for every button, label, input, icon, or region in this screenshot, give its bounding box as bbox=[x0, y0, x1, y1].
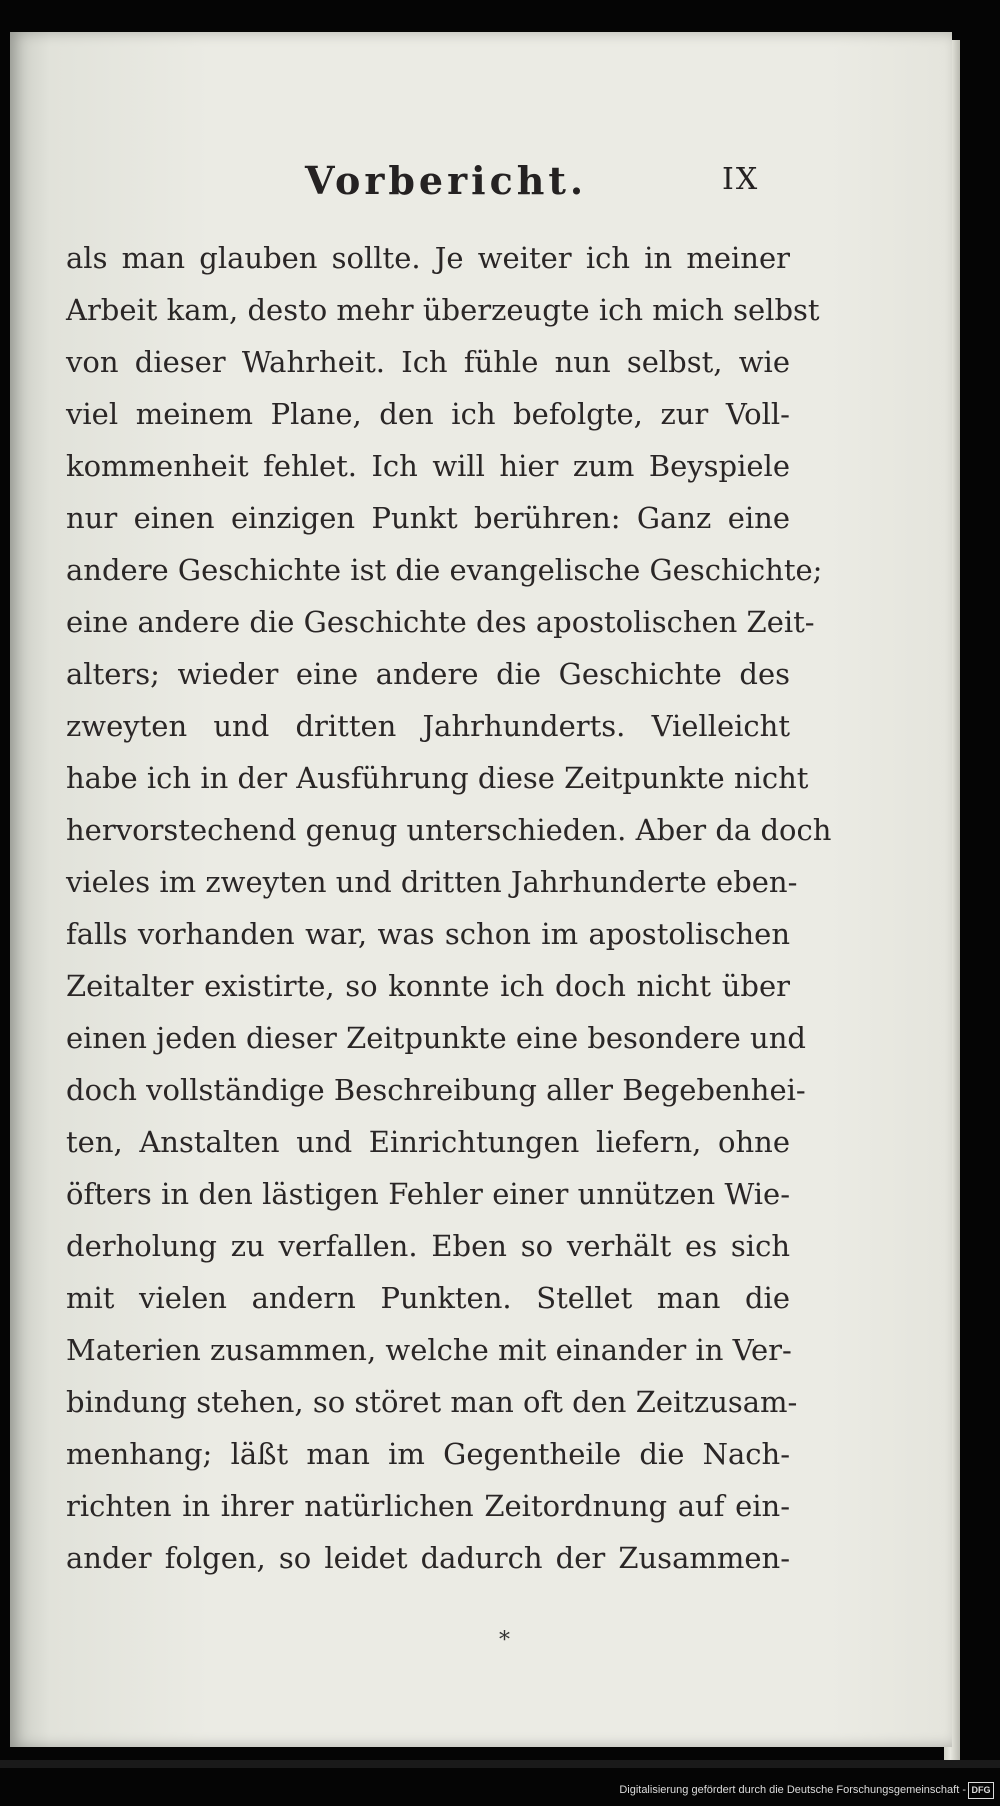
running-head bbox=[0, 158, 1000, 218]
text-line: mit vielen andern Punkten. Stellet man die bbox=[66, 1281, 790, 1315]
text-line: falls vorhanden war, was schon im apostolischen bbox=[66, 917, 790, 951]
text-line: Arbeit kam, desto mehr überzeugte ich mich selbst bbox=[66, 293, 820, 327]
text-line: viel meinem Plane, den ich befolgte, zur Voll- bbox=[66, 397, 790, 431]
signature-mark: * bbox=[499, 1628, 510, 1653]
dfg-logo: DFG bbox=[968, 1782, 994, 1799]
text-line: habe ich in der Ausführung diese Zeitpunkte nicht bbox=[66, 761, 809, 795]
text-line: eine andere die Geschichte des apostolischen Zeit- bbox=[66, 605, 815, 639]
text-line: vieles im zweyten und dritten Jahrhunderte eben- bbox=[66, 865, 798, 899]
text-line: hervorstechend genug unterschieden. Aber da doch bbox=[66, 813, 832, 847]
text-line: richten in ihrer natürlichen Zeitordnung auf ein- bbox=[66, 1489, 790, 1523]
scanner-strip bbox=[0, 1760, 1000, 1768]
text-line: einen jeden dieser Zeitpunkte eine besondere und bbox=[66, 1021, 806, 1055]
text-line: zweyten und dritten Jahrhunderts. Vielleicht bbox=[66, 709, 790, 743]
text-line: ander folgen, so leidet dadurch der Zusammen- bbox=[66, 1541, 790, 1575]
body-text bbox=[66, 232, 832, 1584]
text-line: nur einen einzigen Punkt berühren: Ganz eine bbox=[66, 501, 790, 535]
text-line: alters; wieder eine andere die Geschichte des bbox=[66, 657, 790, 691]
text-line: ten, Anstalten und Einrichtungen liefern, ohne bbox=[66, 1125, 790, 1159]
text-line: doch vollständige Beschreibung aller Begebenhei- bbox=[66, 1073, 806, 1107]
text-line: kommenheit fehlet. Ich will hier zum Beyspiele bbox=[66, 449, 790, 483]
digitization-credit: Digitalisierung gefördert durch die Deutsche Forschungsgemeinschaft - bbox=[619, 1784, 966, 1796]
text-line: menhang; läßt man im Gegentheile die Nach- bbox=[66, 1437, 790, 1471]
text-line: Zeitalter existirte, so konnte ich doch nicht über bbox=[66, 969, 790, 1003]
running-head-title: Vorbericht. bbox=[305, 158, 588, 203]
text-line: derholung zu verfallen. Eben so verhält es sich bbox=[66, 1229, 790, 1263]
text-line: von dieser Wahrheit. Ich fühle nun selbst, wie bbox=[66, 345, 790, 379]
text-line: bindung stehen, so störet man oft den Zeitzusam- bbox=[66, 1385, 798, 1419]
text-line: öfters in den lästigen Fehler einer unnützen Wie- bbox=[66, 1177, 790, 1211]
text-line: andere Geschichte ist die evangelische Geschichte; bbox=[66, 553, 823, 587]
page-number: IX bbox=[722, 162, 760, 197]
text-line: Materien zusammen, welche mit einander in Ver- bbox=[66, 1333, 792, 1367]
text-line: als man glauben sollte. Je weiter ich in meiner bbox=[66, 241, 790, 275]
